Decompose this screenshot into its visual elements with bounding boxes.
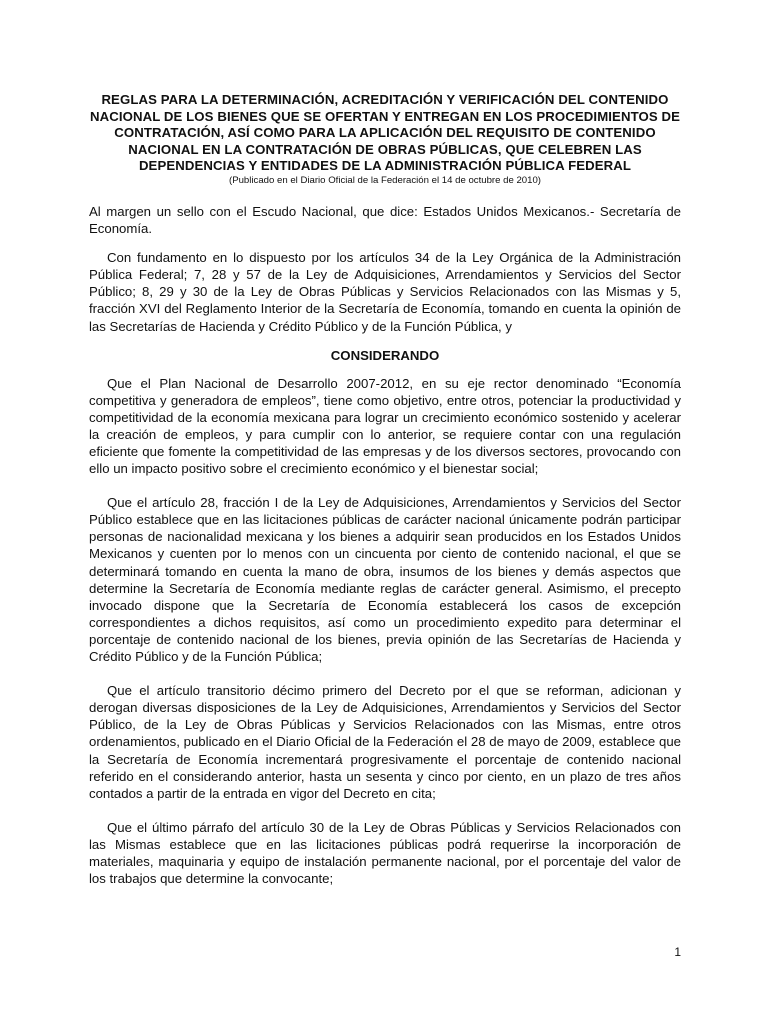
page-number: 1: [674, 945, 681, 959]
document-page: [89, 92, 681, 887]
considerando-paragraph: Que el artículo transitorio décimo primero del Decreto por el que se reforman, adicionan y derogan diversas disposiciones de la Ley de Adquisiciones, Arrendamientos y Servicios del Sector Público, de la Ley de Obras Públicas y Servicios Relacionados con las Mismas, entre otros ordenamientos, publicado en el Diario Oficial de la Federación el 28 de mayo de 2009, establece que la Secretaría de Economía incrementará progresivamente el porcentaje de contenido nacional referido en el considerando anterior, hasta un sesenta y cinco por ciento, en un plazo de tres años contados a partir de la entrada en vigor del Decreto en cita;: [89, 683, 681, 801]
considerando-paragraph: Que el último párrafo del artículo 30 de la Ley de Obras Públicas y Servicios Relacionados con las Mismas establece que en las licitaciones públicas podrá requerirse la incorporación de materiales, maquinaria y equipo de instalación permanente nacional, por el porcentaje del valor de los trabajos que determine la convocante;: [89, 819, 681, 887]
considerando-paragraph: Que el artículo 28, fracción I de la Ley de Adquisiciones, Arrendamientos y Servicios del Sector Público establece que en las licitaciones públicas de carácter nacional únicamente podrán participar personas de nacionalidad mexicana y los bienes a adquirir sean producidos en los Estados Unidos Mexicanos y cuenten por lo menos con un cincuenta por ciento de contenido nacional, el que se determinará tomando en cuenta la mano de obra, insumos de los bienes y demás aspectos que determine la Secretaría de Economía mediante reglas de carácter general. Asimismo, el precepto invocado dispone que la Secretaría de Economía establecerá los casos de excepción correspondientes a dichos requisitos, así como un procedimiento expedito para determinar el porcentaje de contenido nacional de los bienes, previa opinión de las Secretarías de Hacienda y Crédito Público y de la Función Pública;: [89, 495, 681, 665]
margin-seal-paragraph: Al margen un sello con el Escudo Nacional, que dice: Estados Unidos Mexicanos.- Secretaría de Economía.: [89, 203, 681, 237]
document-title: REGLAS PARA LA DETERMINACIÓN, ACREDITACIÓN Y VERIFICACIÓN DEL CONTENIDO NACIONAL DE LOS BIENES QUE SE OFERTAN Y ENTREGAN EN LOS PROCEDIMIENTOS DE CONTRATACIÓN, ASÍ COMO PARA LA APLICACIÓN DEL REQUISITO DE CONTENIDO NACIONAL EN LA CONTRATACIÓN DE OBRAS PÚBLICAS, QUE CELEBREN LAS DEPENDENCIAS Y ENTIDADES DE LA ADMINISTRACIÓN PÚBLICA FEDERAL: [89, 92, 681, 174]
section-heading: CONSIDERANDO: [330, 347, 440, 363]
considerando-paragraph: Que el Plan Nacional de Desarrollo 2007-2012, en su eje rector denominado “Economía competitiva y generadora de empleos”, tiene como objetivo, entre otros, potenciar la productividad y competitividad de la economía mexicana para lograr un crecimiento económico sostenido y acelerar la creación de empleos, y para cumplir con lo anterior, se requiere contar con una regulación eficiente que fomente la competitividad de las empresas y de los diversos sectores, provocando con ello un impacto positivo sobre el crecimiento económico y el bienestar social;: [89, 375, 681, 477]
publication-note: (Publicado en el Diario Oficial de la Federación el 14 de octubre de 2010): [229, 174, 541, 186]
legal-basis-paragraph: Con fundamento en lo dispuesto por los artículos 34 de la Ley Orgánica de la Administración Pública Federal; 7, 28 y 57 de la Ley de Adquisiciones, Arrendamientos y Servicios del Sector Público; 8, 29 y 30 de la Ley de Obras Públicas y Servicios Relacionados con las Mismas y 5, fracción XVI del Reglamento Interior de la Secretaría de Economía, tomando en cuenta la opinión de las Secretarías de Hacienda y Crédito Público y de la Función Pública, y: [89, 250, 681, 334]
